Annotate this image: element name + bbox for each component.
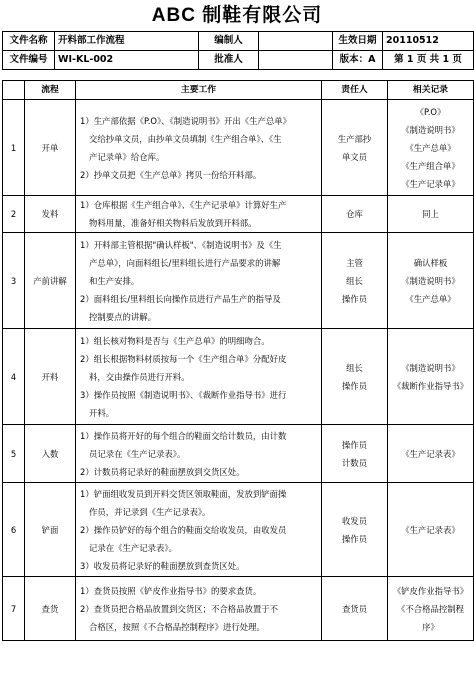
main-work-cell	[76, 329, 322, 425]
work-step	[80, 521, 318, 539]
work-step-number: 1）	[80, 335, 94, 346]
related-record-item: 《P.O》	[415, 106, 446, 117]
responsible-person-line: 操作员	[341, 439, 368, 450]
process-step: 产前讲解	[25, 233, 76, 329]
related-record-item: 《生产记录表》	[401, 448, 460, 459]
related-records	[388, 329, 474, 425]
table-row	[3, 100, 474, 196]
work-step-text: 操作员将开好的每个组合的鞋面交给计数员，由计数	[93, 430, 287, 441]
page-info: 第 1 页 共 1 页	[383, 51, 474, 70]
work-step-text: 和生产安排。	[89, 275, 140, 286]
version-label: 版本：A	[333, 51, 383, 70]
related-records	[388, 577, 474, 641]
editor-label: 编制人	[199, 32, 259, 51]
file-no-value: WI-KL-002	[55, 51, 199, 70]
table-row	[3, 425, 474, 483]
table-row	[3, 233, 474, 329]
column-header-records: 相关记录	[388, 81, 474, 100]
row-number: 2	[3, 196, 25, 233]
related-record-item: 《生产记录表》	[401, 524, 460, 535]
work-step-text: 查货员把合格品放置到交货区；不合格品放置于不	[93, 603, 278, 614]
work-step-text: 操作员铲好的每个组合的鞋面交给收发员，由收发员	[93, 524, 287, 535]
work-step-text: 查货员按照《铲皮作业指导书》的要求查货。	[93, 585, 262, 596]
row-number: 4	[3, 329, 25, 425]
header-row-1	[3, 32, 474, 51]
related-records	[388, 233, 474, 329]
work-step-number: 1）	[80, 488, 94, 499]
file-name-value: 开料部工作流程	[55, 32, 199, 51]
related-records	[388, 425, 474, 483]
process-step: 开单	[25, 100, 76, 196]
file-name-label: 文件名称	[3, 32, 55, 51]
responsible-person-line: 组长	[346, 275, 363, 286]
work-step-number: 1）	[80, 430, 94, 441]
file-no-label: 文件编号	[3, 51, 55, 70]
related-record-item: 《铲皮作业指导书》	[392, 585, 469, 596]
main-work-cell	[76, 577, 322, 641]
work-step-text: 铲面组收发员到开料交货区领取鞋面，发放到铲面操	[93, 488, 287, 499]
responsible-person-line: 操作员	[341, 533, 368, 544]
work-step	[80, 350, 318, 368]
work-step-text: 作员，并记录到《生产记录表》。	[89, 506, 211, 517]
work-step-number: 2）	[80, 169, 94, 180]
responsible-person	[322, 425, 388, 483]
column-header-work: 主要工作	[76, 81, 322, 100]
responsible-person	[322, 100, 388, 196]
related-record-item: 序》	[422, 621, 439, 632]
header-row-2	[3, 51, 474, 70]
work-step	[80, 485, 318, 503]
related-record-item: 《不合格品控制程	[397, 603, 464, 614]
row-number: 7	[3, 577, 25, 641]
work-step-text: 料，交由操作员进行开料。	[89, 371, 190, 382]
related-record-item: 确认样板	[413, 257, 448, 268]
table-row	[3, 483, 474, 577]
related-record-item: 《生产总单》	[405, 293, 456, 304]
table-row	[3, 196, 474, 233]
work-step-number: 2）	[80, 524, 94, 535]
work-step-text: 记录在《生产记录表》。	[89, 542, 177, 553]
main-work-cell	[76, 425, 322, 483]
main-work-cell	[76, 233, 322, 329]
related-record-item: 《制造说明书》	[401, 275, 460, 286]
work-step	[80, 582, 318, 600]
work-step-text: 交给抄单文员，由抄单文员填制《生产组合单》、《生	[89, 133, 282, 144]
related-record-item: 《裁断作业指导书》	[392, 380, 469, 391]
related-record-item: 《制造说明书》	[401, 362, 460, 373]
process-step: 铲面	[25, 483, 76, 577]
work-step-number: 2）	[80, 353, 94, 364]
table-header-row	[3, 81, 474, 100]
work-step	[80, 600, 318, 618]
work-step	[80, 386, 318, 404]
responsible-person-line: 生产部抄	[337, 133, 372, 144]
related-record-item: 《生产记录单》	[401, 178, 460, 189]
work-step-text: 收发员将记录好的鞋面摆放到查货区处。	[93, 560, 245, 571]
related-records	[388, 100, 474, 196]
work-step-text: 生产部依据《P.O》、《制造说明书》开出《生产总单》	[93, 115, 291, 126]
work-step-text: 操作员按照《制造说明书》、《裁断作业指导书》进行	[93, 389, 287, 400]
work-step-text: 面料组长/里料组长向操作员进行产品生产的指导及	[93, 293, 281, 304]
work-step	[80, 332, 318, 350]
editor-value	[259, 32, 333, 51]
related-record-item: 《制造说明书》	[401, 124, 460, 135]
responsible-person-line: 操作员	[341, 293, 368, 304]
work-step-number: 2）	[80, 466, 94, 477]
responsible-person-line: 查货员	[341, 603, 368, 614]
responsible-person	[322, 577, 388, 641]
work-step-number: 1）	[80, 200, 94, 210]
approver-label: 批准人	[199, 51, 259, 70]
work-step-text: 开料。	[89, 407, 115, 418]
work-step-text: 合格区，按照《不合格品控制程序》进行处理。	[89, 621, 265, 632]
main-work-cell	[76, 196, 322, 233]
work-step-text: 控制要点的讲解。	[89, 311, 156, 322]
main-work-cell	[76, 483, 322, 577]
workflow-table	[2, 80, 474, 641]
work-step-text: 产总单》，向面料组长/里料组长进行产品要求的讲解	[89, 257, 281, 268]
main-work-cell	[76, 100, 322, 196]
responsible-person-line: 单文员	[341, 151, 368, 162]
document-header-table	[2, 31, 474, 70]
related-record-item: 同上	[422, 209, 439, 219]
related-record-item: 《生产组合单》	[401, 160, 460, 171]
work-step-number: 2）	[80, 603, 94, 614]
work-step-text: 仓库根据《生产组合单》、《生产记录单》计算好生产	[93, 200, 287, 210]
work-step	[80, 427, 318, 445]
work-step	[80, 463, 318, 481]
process-step: 入数	[25, 425, 76, 483]
responsible-person-line: 主管	[346, 257, 363, 268]
responsible-person-line: 仓库	[346, 209, 363, 219]
work-step	[80, 196, 318, 214]
work-step	[80, 112, 318, 130]
process-step: 开料	[25, 329, 76, 425]
effective-date-label: 生效日期	[333, 32, 383, 51]
work-step	[80, 236, 318, 254]
column-header-no	[3, 81, 25, 100]
row-number: 5	[3, 425, 25, 483]
responsible-person	[322, 196, 388, 233]
work-step-text: 组长核对物料是否与《生产总单》的明细吻合。	[93, 335, 270, 346]
row-number: 3	[3, 233, 25, 329]
related-record-item: 《生产总单》	[405, 142, 456, 153]
responsible-person-line: 组长	[346, 362, 363, 373]
work-step-text: 员记录在《生产记录表》。	[89, 448, 186, 459]
work-step-number: 1）	[80, 239, 94, 250]
company-title: ABC 制鞋有限公司	[151, 5, 323, 26]
work-step	[80, 290, 318, 308]
work-step-number: 1）	[80, 115, 94, 126]
work-step-text: 开料部主管根据"确认样板"、《制造说明书》及《生	[93, 239, 282, 250]
process-step: 发料	[25, 196, 76, 233]
column-header-owner: 责任人	[322, 81, 388, 100]
responsible-person	[322, 329, 388, 425]
work-step-text: 物料用量，准备好相关物料后发放到开料部。	[89, 218, 257, 228]
responsible-person-line: 收发员	[341, 515, 368, 526]
responsible-person-line: 计数员	[341, 457, 368, 468]
work-step-number: 2）	[80, 293, 94, 304]
process-step: 查货	[25, 577, 76, 641]
work-step-text: 抄单文员把《生产总单》拷贝一份给开料部。	[93, 169, 262, 180]
work-step-number: 3）	[80, 389, 94, 400]
responsible-person	[322, 233, 388, 329]
row-number: 6	[3, 483, 25, 577]
table-row	[3, 577, 474, 641]
responsible-person-line: 操作员	[341, 380, 368, 391]
work-step	[80, 557, 318, 575]
row-number: 1	[3, 100, 25, 196]
work-step-text: 计数员将记录好的鞋面摆放到交货区处。	[93, 466, 245, 477]
work-step-number: 3）	[80, 560, 94, 571]
effective-date-value: 20110512	[383, 32, 474, 51]
work-step-text: 产记录单》给仓库。	[89, 151, 165, 162]
related-records	[388, 196, 474, 233]
related-records	[388, 483, 474, 577]
responsible-person	[322, 483, 388, 577]
approver-value	[259, 51, 333, 70]
table-row	[3, 329, 474, 425]
work-step	[80, 166, 318, 184]
column-header-process: 流程	[25, 81, 76, 100]
work-step-number: 1）	[80, 585, 94, 596]
work-step-text: 组长根据物料材质按每一个《生产组合单》分配好皮	[93, 353, 287, 364]
